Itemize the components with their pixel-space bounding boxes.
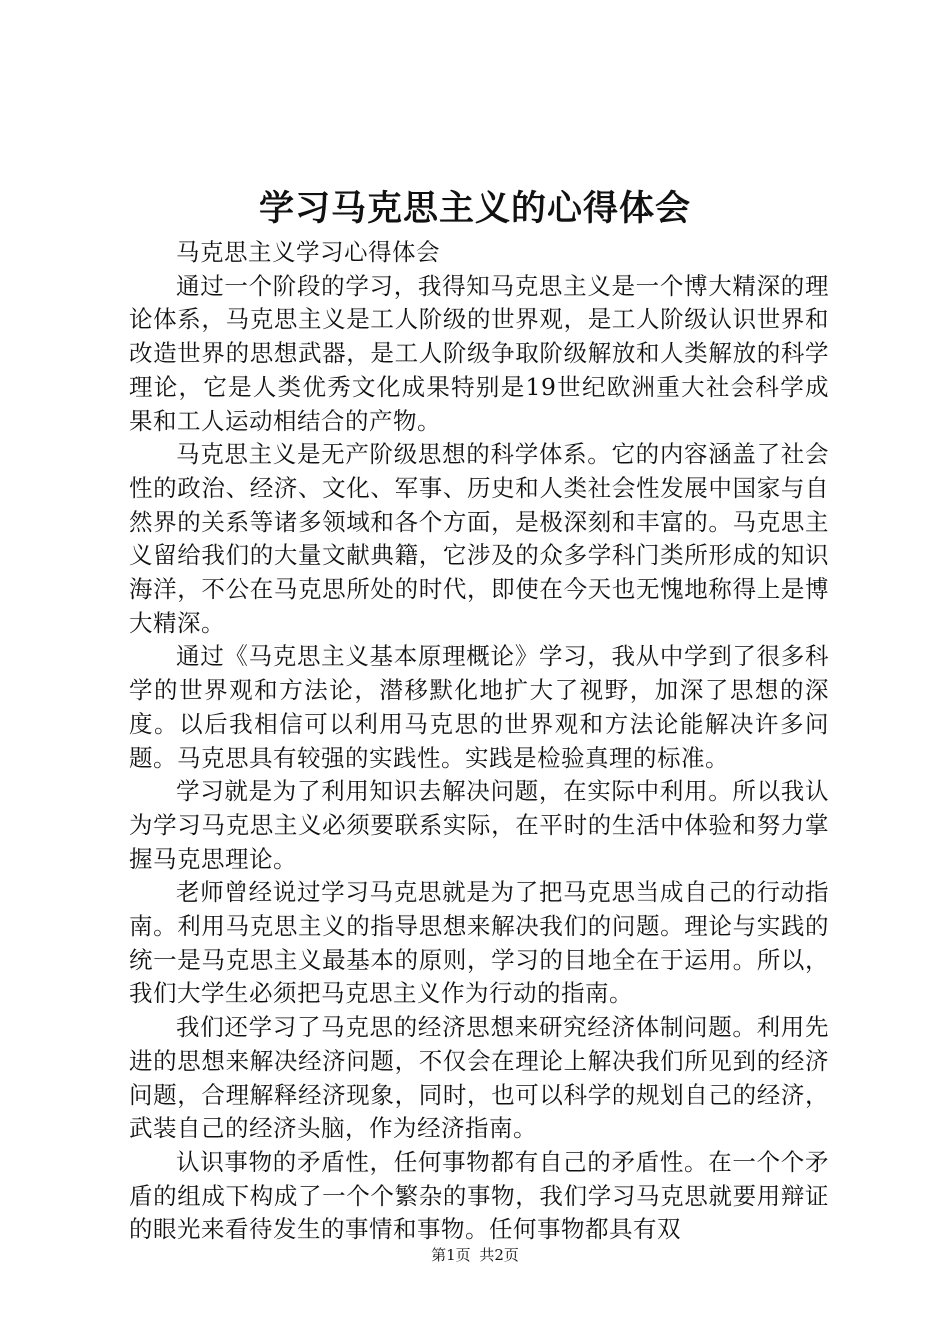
paragraph: 老师曾经说过学习马克思就是为了把马克思当成自己的行动指南。利用马克思主义的指导思想来解决我们的问题。理论与实践的统一是马克思主义最基本的原则，学习的目地全在于运用。所以，我们大学生必须把马克思主义作为行动的指南。 — [129, 878, 829, 1008]
paragraph: 认识事物的矛盾性，任何事物都有自己的矛盾性。在一个个矛盾的组成下构成了一个个繁杂的事物，我们学习马克思就要用辩证的眼光来看待发生的事情和事物。任何事物都具有双 — [129, 1147, 829, 1244]
paragraph: 通过一个阶段的学习，我得知马克思主义是一个博大精深的理论体系，马克思主义是工人阶级的世界观，是工人阶级认识世界和改造世界的思想武器，是工人阶级争取阶级解放和人类解放的科学理论，它是人类优秀文化成果特别是19世纪欧洲重大社会科学成果和工人运动相结合的产物。 — [129, 271, 829, 435]
paragraph: 通过《马克思主义基本原理概论》学习，我从中学到了很多科学的世界观和方法论，潜移默化地扩大了视野，加深了思想的深度。以后我相信可以利用马克思的世界观和方法论能解决许多问题。马克思具有较强的实践性。实践是检验真理的标准。 — [129, 642, 829, 772]
page-total: 共2页 — [479, 1246, 519, 1264]
page-number: 第1页 — [431, 1246, 471, 1264]
document-title: 学习马克思主义的心得体会 — [258, 188, 691, 229]
paragraph: 学习就是为了利用知识去解决问题，在实际中利用。所以我认为学习马克思主义必须要联系实际，在平时的生活中体验和努力掌握马克思理论。 — [129, 777, 829, 873]
paragraph-subtitle: 马克思主义学习心得体会 — [176, 238, 440, 266]
page-footer — [0, 1245, 950, 1265]
document-body — [129, 236, 829, 1247]
paragraph: 我们还学习了马克思的经济思想来研究经济体制问题。利用先进的思想来解决经济问题，不仅会在理论上解决我们所见到的经济问题，合理解释经济现象，同时，也可以科学的规划自己的经济，武装自己的经济头脑，作为经济指南。 — [129, 1013, 829, 1143]
paragraph: 马克思主义是无产阶级思想的科学体系。它的内容涵盖了社会性的政治、经济、文化、军事、历史和人类社会性发展中国家与自然界的关系等诸多领域和各个方面，是极深刻和丰富的。马克思主义留给我们的大量文献典籍，它涉及的众多学科门类所形成的知识海洋，不公在马克思所处的时代，即使在今天也无愧地称得上是博大精深。 — [129, 440, 829, 637]
